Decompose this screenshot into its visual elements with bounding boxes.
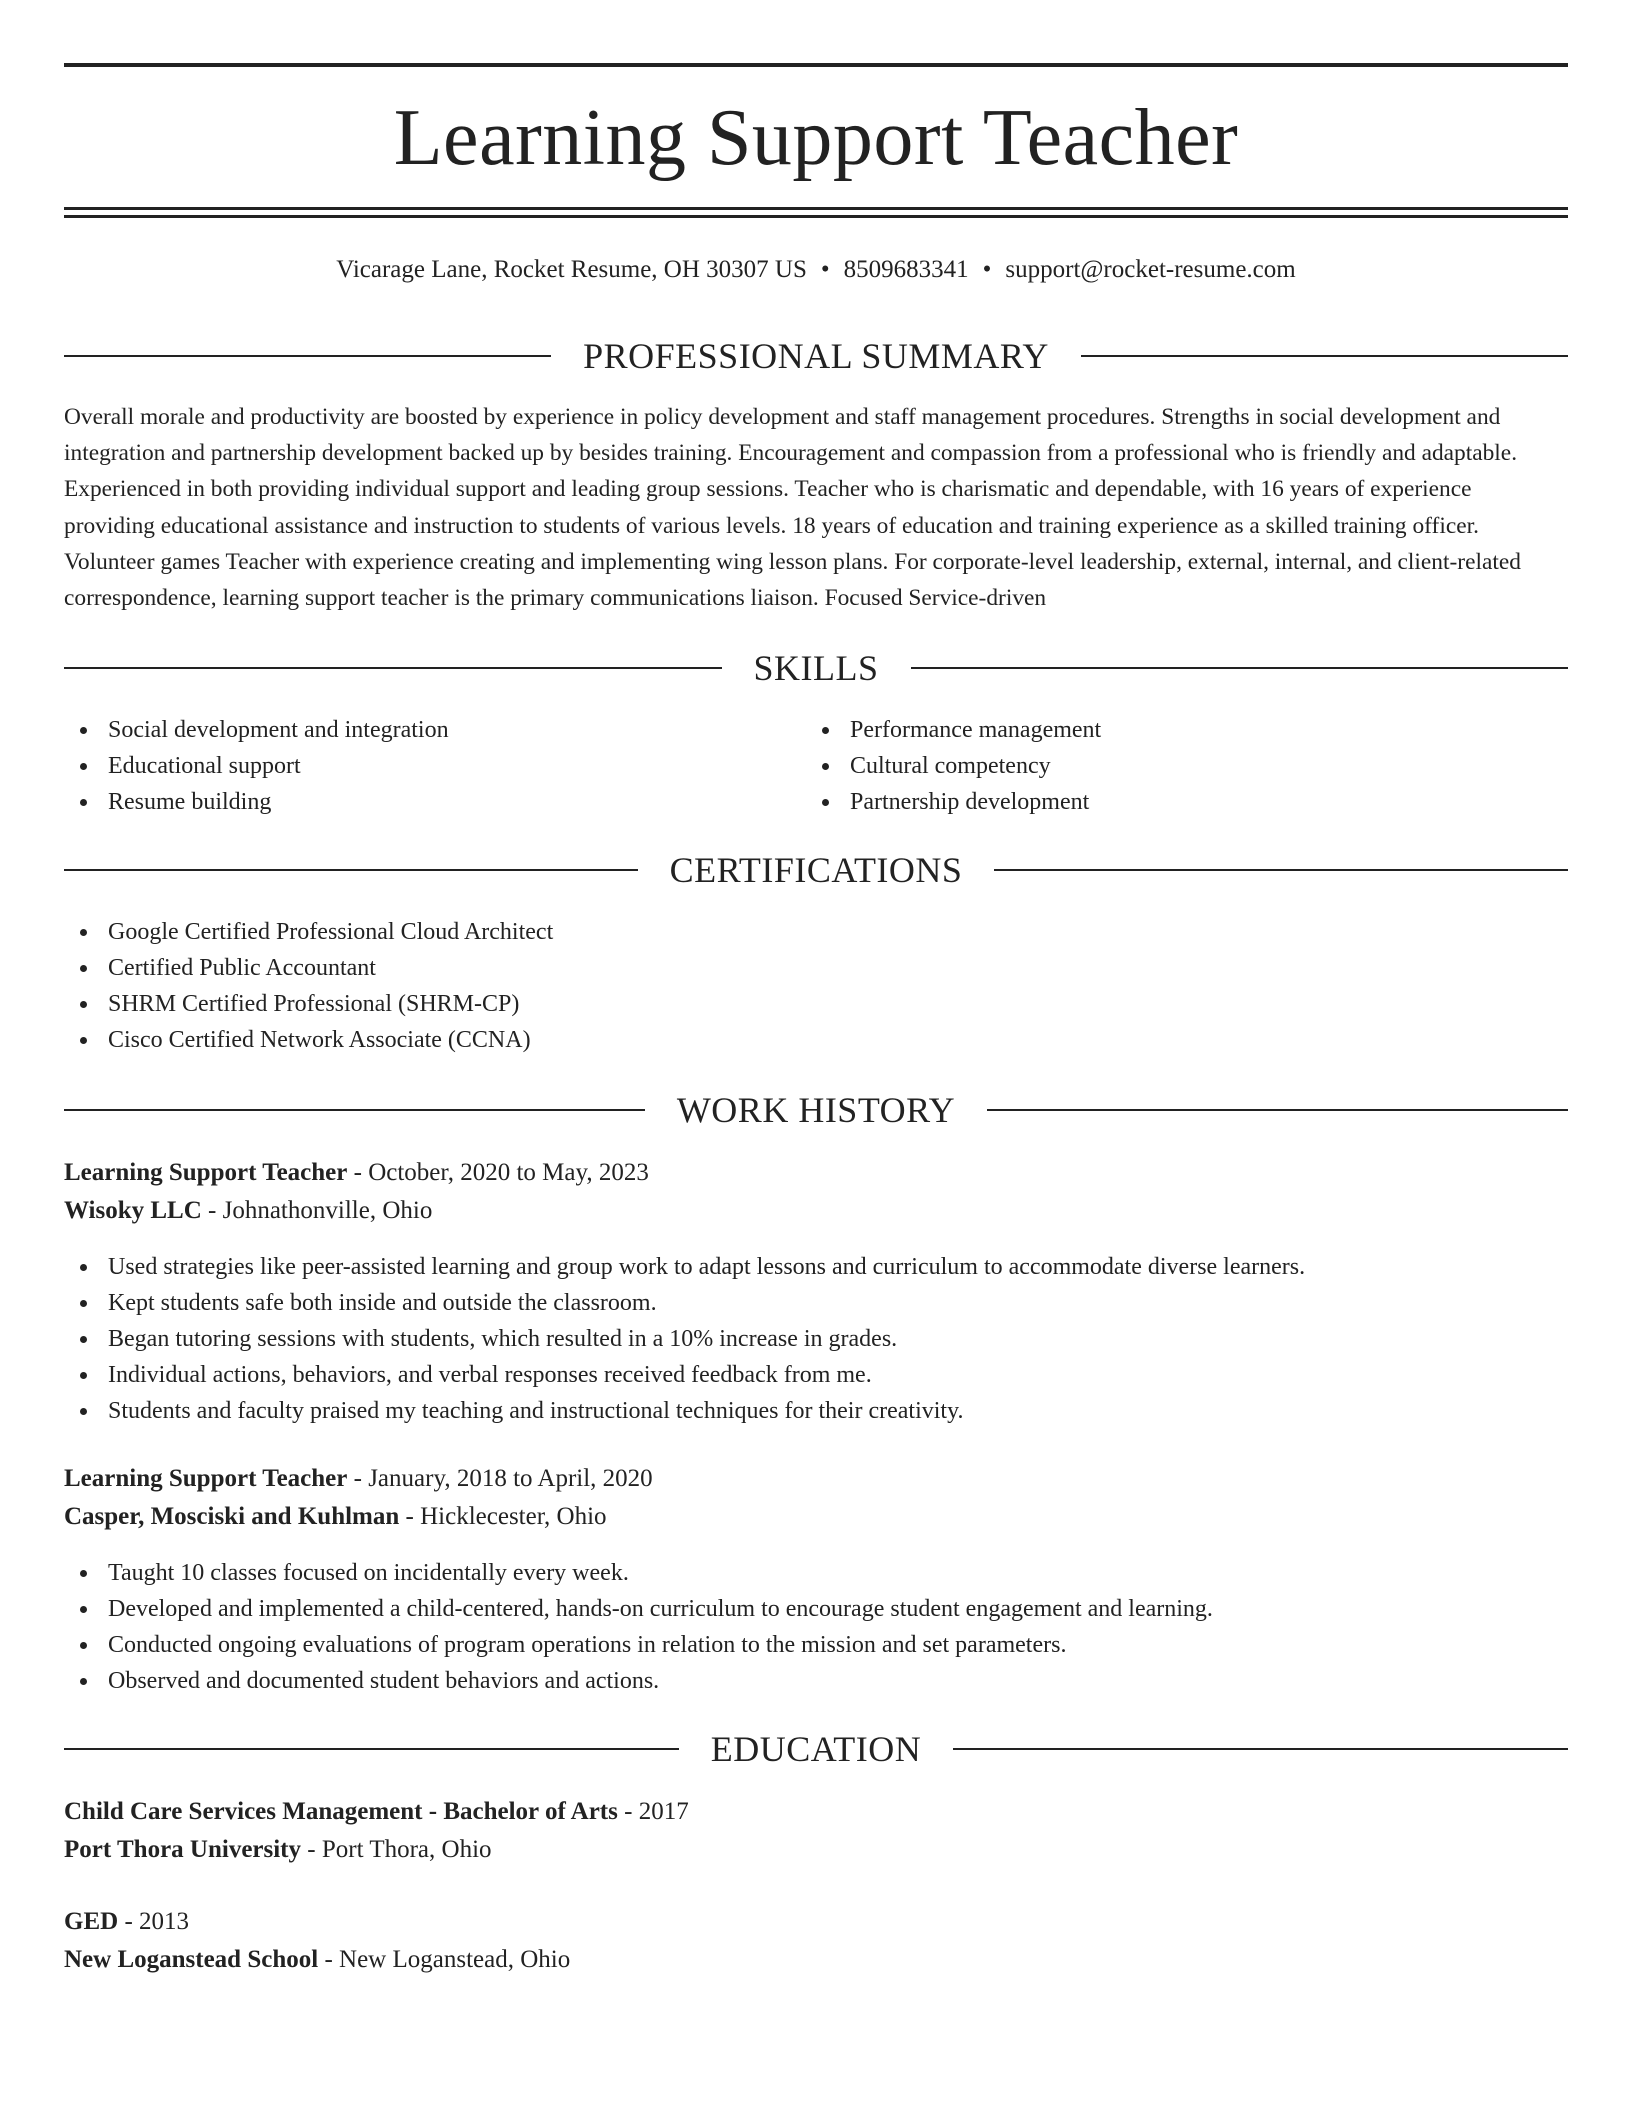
heading-rule-right	[987, 1109, 1568, 1111]
header-double-rule-upper	[64, 207, 1568, 210]
job-title: Learning Support Teacher	[64, 1465, 348, 1492]
job-duties-list	[64, 1249, 1305, 1429]
job-title-line: Learning Support Teacher - October, 2020 to May, 2023	[64, 1159, 649, 1186]
job-duty-item: Developed and implemented a child-centered, hands-on curriculum to encourage student engagement and learning.	[64, 1591, 1213, 1627]
section-title: SKILLS	[753, 648, 879, 688]
skill-item: Performance management	[806, 712, 1101, 748]
skill-item: Social development and integration	[64, 712, 449, 748]
education-school-line: New Loganstead School - New Loganstead, Ohio	[64, 1946, 571, 1973]
education-degree-line: GED - 2013	[64, 1908, 190, 1935]
skills-list-left	[64, 712, 449, 820]
education-school-line: Port Thora University - Port Thora, Ohio	[64, 1836, 492, 1863]
heading-rule-left	[64, 355, 551, 357]
job-location: Hicklecester, Ohio	[420, 1503, 607, 1530]
contact-address: Vicarage Lane, Rocket Resume, OH 30307 US	[336, 256, 807, 283]
job-duty-item: Observed and documented student behaviors and actions.	[64, 1663, 1213, 1699]
heading-rule-left	[64, 1109, 645, 1111]
section-title: WORK HISTORY	[676, 1090, 956, 1130]
job-location: Johnathonville, Ohio	[222, 1197, 433, 1224]
job-dates: October, 2020 to May, 2023	[368, 1159, 649, 1186]
skill-item: Partnership development	[806, 784, 1101, 820]
heading-rule-right	[994, 869, 1568, 871]
job-duty-item: Used strategies like peer-assisted learning and group work to adapt lessons and curriculum to accommodate diverse learners.	[64, 1249, 1305, 1285]
skills-list-right	[806, 712, 1101, 820]
skill-item: Resume building	[64, 784, 449, 820]
candidate-name: Learning Support Teacher	[393, 94, 1239, 182]
job-duty-item: Students and faculty praised my teaching and instructional techniques for their creativity.	[64, 1393, 1305, 1429]
section-title: EDUCATION	[710, 1729, 922, 1769]
heading-rule-left	[64, 869, 638, 871]
skill-item: Educational support	[64, 748, 449, 784]
education-degree-line: Child Care Services Management - Bachelor of Arts - 2017	[64, 1798, 689, 1825]
education-degree: GED	[64, 1908, 119, 1935]
heading-rule-right	[1081, 355, 1568, 357]
job-dates: January, 2018 to April, 2020	[368, 1465, 653, 1492]
job-company: Wisoky LLC	[64, 1197, 202, 1224]
section-title: PROFESSIONAL SUMMARY	[583, 336, 1049, 376]
section-title: CERTIFICATIONS	[669, 850, 963, 890]
job-title: Learning Support Teacher	[64, 1159, 348, 1186]
header-top-rule	[64, 63, 1568, 67]
skill-item: Cultural competency	[806, 748, 1101, 784]
certification-item: Google Certified Professional Cloud Architect	[64, 914, 553, 950]
job-duty-item: Conducted ongoing evaluations of program operations in relation to the mission and set parameters.	[64, 1627, 1213, 1663]
job-title-line: Learning Support Teacher - January, 2018 to April, 2020	[64, 1465, 653, 1492]
certifications-heading	[64, 850, 1568, 890]
job-duties-list	[64, 1555, 1213, 1699]
job-duty-item: Individual actions, behaviors, and verbal responses received feedback from me.	[64, 1357, 1305, 1393]
education-heading	[64, 1729, 1568, 1769]
job-duty-item: Taught 10 classes focused on incidentally every week.	[64, 1555, 1213, 1591]
contact-email[interactable]: support@rocket-resume.com	[1005, 256, 1296, 283]
contact-separator: •	[982, 256, 992, 283]
certification-item: Certified Public Accountant	[64, 950, 553, 986]
contact-line	[64, 254, 1568, 286]
education-school: Port Thora University	[64, 1836, 302, 1863]
job-company: Casper, Mosciski and Kuhlman	[64, 1503, 400, 1530]
job-duty-item: Began tutoring sessions with students, which resulted in a 10% increase in grades.	[64, 1321, 1305, 1357]
education-location: New Loganstead, Ohio	[339, 1946, 571, 1973]
header-double-rule-lower	[64, 215, 1568, 218]
job-duty-item: Kept students safe both inside and outside the classroom.	[64, 1285, 1305, 1321]
heading-rule-right	[911, 667, 1569, 669]
education-location: Port Thora, Ohio	[321, 1836, 492, 1863]
job-company-line: Wisoky LLC - Johnathonville, Ohio	[64, 1197, 433, 1224]
summary-text: Overall morale and productivity are boosted by experience in policy development and staff management procedures. Strengths in social development and integration and partnership development backed up by besides training. Encouragement and compassion from a professional who is friendly and adaptable. Experienced in both providing individual support and leading group sessions. Teacher who is charismatic and dependable, with 16 years of experience providing educational assistance and instruction to students of various levels. 18 years of education and training experience as a skilled training officer. Volunteer games Teacher with experience creating and implementing wing lesson plans. For corporate-level leadership, external, internal, and client-related correspondence, learning support teacher is the primary communications liaison. Focused Service-driven	[64, 404, 1521, 612]
job-company-line: Casper, Mosciski and Kuhlman - Hicklecester, Ohio	[64, 1503, 607, 1530]
education-year: 2017	[638, 1798, 689, 1825]
education-degree: Child Care Services Management - Bachelor of Arts	[64, 1798, 618, 1825]
education-school: New Loganstead School	[64, 1946, 319, 1973]
certification-item: Cisco Certified Network Associate (CCNA)	[64, 1022, 553, 1058]
contact-phone: 8509683341	[843, 256, 969, 283]
skills-heading	[64, 648, 1568, 688]
education-year: 2013	[139, 1908, 190, 1935]
certifications-list	[64, 914, 553, 1058]
certification-item: SHRM Certified Professional (SHRM-CP)	[64, 986, 553, 1022]
heading-rule-left	[64, 1748, 679, 1750]
heading-rule-right	[953, 1748, 1568, 1750]
summary-heading	[64, 336, 1568, 376]
heading-rule-left	[64, 667, 722, 669]
work-history-heading	[64, 1090, 1568, 1130]
contact-separator: •	[820, 256, 830, 283]
